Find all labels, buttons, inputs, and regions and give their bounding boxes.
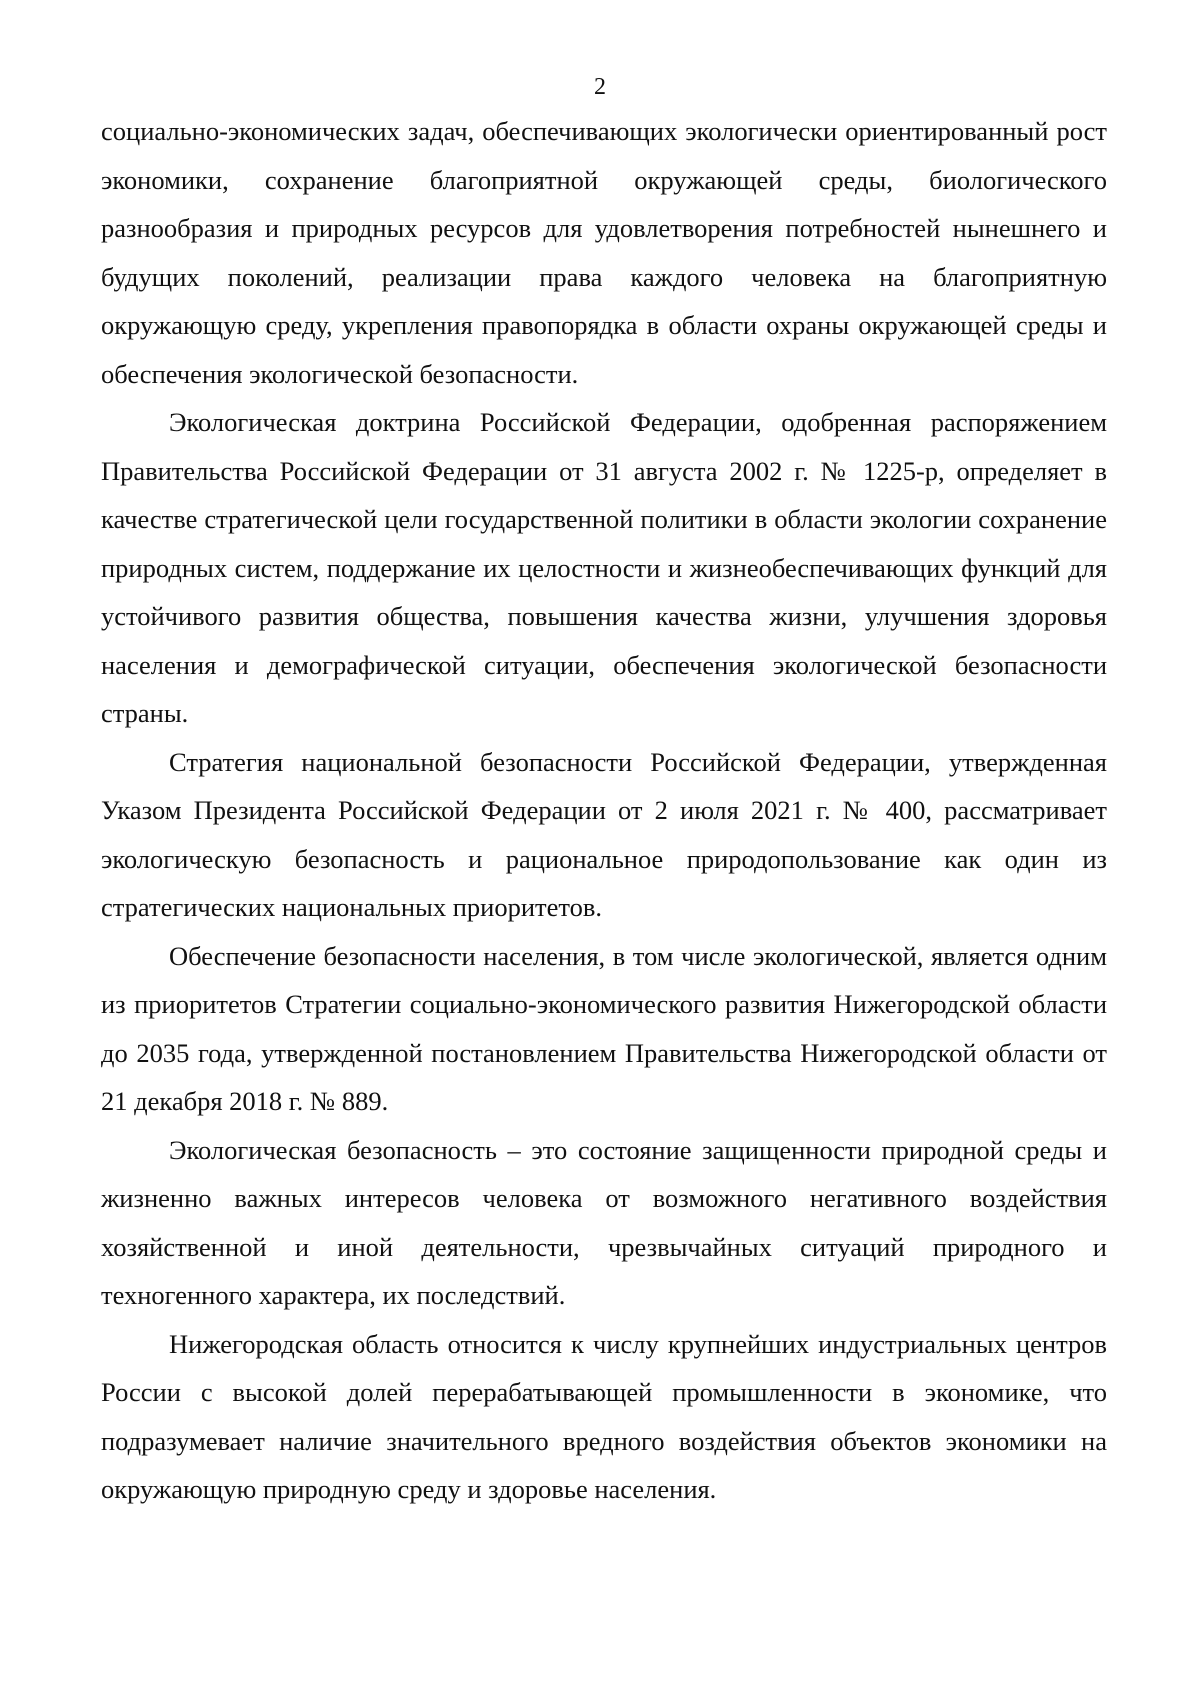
document-body bbox=[101, 107, 1107, 1514]
paragraph-5: Экологическая безопасность – это состояние защищенности природной среды и жизненно важных интересов человека от возможного негативного воздействия хозяйственной и иной деятельности, чрезвычайных ситуаций природного и техногенного характера, их последствий. bbox=[101, 1134, 1107, 1310]
paragraph-2: Экологическая доктрина Российской Федерации, одобренная распоряжением Правительства Российской Федерации от 31 августа 2002 г. № 1225-р, определяет в качестве стратегической цели государственной политики в области экологии сохранение природных систем, поддержание их целостности и жизнеобеспечивающих функций для устойчивого развития общества, повышения качества жизни, улучшения здоровья населения и демографической ситуации, обеспечения экологической безопасности страны. bbox=[101, 407, 1107, 728]
page-number: 2 bbox=[594, 74, 606, 100]
paragraph-3: Стратегия национальной безопасности Российской Федерации, утвержденная Указом Президента Российской Федерации от 2 июля 2021 г. № 400, рассматривает экологическую безопасность и рациональное природопользование как один из стратегических национальных приоритетов. bbox=[101, 746, 1107, 922]
paragraph-6: Нижегородская область относится к числу крупнейших индустриальных центров России с высокой долей перерабатывающей промышленности в экономике, что подразумевает наличие значительного вредного воздействия объектов экономики на окружающую природную среду и здоровье населения. bbox=[101, 1328, 1107, 1504]
paragraph-4: Обеспечение безопасности населения, в том числе экологической, является одним из приоритетов Стратегии социально-экономического развития Нижегородской области до 2035 года, утвержденной постановлением Правительства Нижегородской области от 21 декабря 2018 г. № 889. bbox=[101, 940, 1107, 1116]
paragraph-1: социально-экономических задач, обеспечивающих экологически ориентированный рост экономики, сохранение благоприятной окружающей среды, биологического разнообразия и природных ресурсов для удовлетворения потребностей нынешнего и будущих поколений, реализации права каждого человека на благоприятную окружающую среду, укрепления правопорядка в области охраны окружающей среды и обеспечения экологической безопасности. bbox=[101, 116, 1107, 389]
